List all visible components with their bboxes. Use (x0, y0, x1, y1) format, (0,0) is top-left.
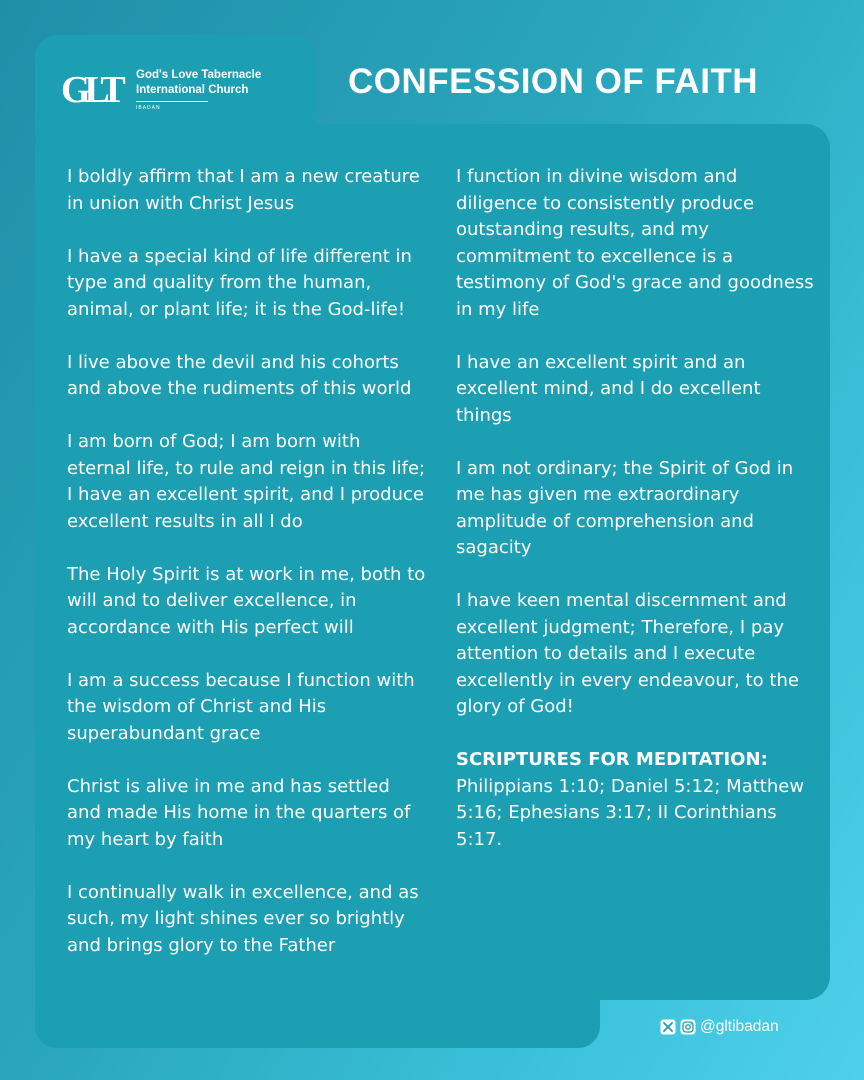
logo-divider (136, 101, 208, 102)
social-footer (660, 1016, 779, 1038)
confession-item: I have a special kind of life different in type and quality from the human, animal, or plant life; it is the God-life! (67, 245, 412, 320)
social-handle[interactable]: @gltibadan (700, 1018, 779, 1035)
confession-item: I have an excellent spirit and an excellent mind, and I do excellent things (456, 351, 761, 426)
confession-item: Christ is alive in me and has settled and made His home in the quarters of my heart by faith (67, 775, 411, 850)
church-name-line2: International Church (136, 84, 249, 96)
confession-item: I am a success because I function with the wisdom of Christ and His superabundant grace (67, 669, 415, 744)
church-name-line1: God's Love Tabernacle (136, 69, 262, 81)
scriptures-heading: SCRIPTURES FOR MEDITATION: (456, 749, 768, 770)
church-name (136, 68, 261, 98)
church-city: IBADAN (136, 105, 161, 111)
confession-item: I am not ordinary; the Spirit of God in me has given me extraordinary amplitude of comprehension and sagacity (456, 457, 794, 558)
confession-item: I live above the devil and his cohorts and above the rudiments of this world (67, 351, 412, 399)
scriptures-references: Philippians 1:10; Daniel 5:12; Matthew 5:16; Ephesians 3:17; II Corinthians 5:17. (456, 775, 805, 850)
scriptures-block (456, 747, 816, 853)
glt-logo-mark (60, 62, 128, 114)
church-logo (60, 62, 290, 118)
confession-item: I continually walk in excellence, and as such, my light shines ever so brightly and brings glory to the Father (67, 881, 419, 956)
instagram-icon[interactable] (680, 1019, 696, 1035)
x-icon[interactable] (660, 1019, 676, 1035)
page-title: CONFESSION OF FAITH (348, 62, 759, 101)
confession-item: I am born of God; I am born with eternal life, to rule and reign in this life; I have an excellent spirit, and I produce excellent results in all I do (67, 431, 426, 532)
confession-item: I function in divine wisdom and diligence to consistently produce outstanding results, and my commitment to excellence is a testimony of God's grace and goodness in my life (456, 166, 814, 320)
confession-item: I have keen mental discernment and excellent judgment; Therefore, I pay attention to details and I execute excellently in every endeavour, to the glory of God! (456, 590, 799, 717)
confessions-left-column (67, 164, 427, 986)
confession-item: The Holy Spirit is at work in me, both to will and to deliver excellence, in accordance with His perfect will (67, 563, 426, 638)
svg-text:GLT: GLT (61, 69, 120, 111)
confession-item: I boldly affirm that I am a new creature in union with Christ Jesus (67, 166, 420, 214)
confessions-right-column (456, 164, 816, 880)
